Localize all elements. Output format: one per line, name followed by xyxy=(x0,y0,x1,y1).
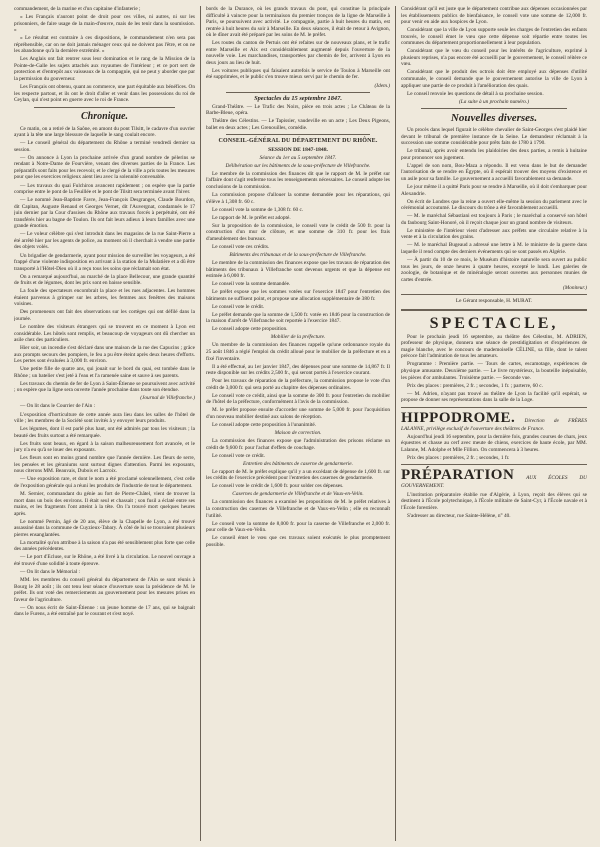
paragraph: Le conseil adopte cette proposition. xyxy=(212,326,288,333)
gerant-line: Le Gérant responsable, H. MURAT. xyxy=(455,298,533,305)
paragraph: S'adresser au directeur, rue Sainte-Hélène, n° 40. xyxy=(407,512,511,519)
paragraph: Le conseil vote ce crédit. xyxy=(212,452,266,459)
paragraph: — M. le maréchal Sébastiani est toujours à Paris ; le maréchal a conservé son hôtel du faubourg Saint-Honoré, où il reçoit chaque jour un grand nombre de visiteurs. xyxy=(401,213,587,226)
spectacle-ad-heading: SPECTACLE, xyxy=(429,314,559,332)
paragraph: Considérant que la ville de Lyon supporte seule les charges de l'entretien des enfants trouvés, le conseil émet le vœu que cette dépense soit répartie entre toutes les communes du département proportionnellement à leur population. xyxy=(401,27,587,47)
paragraph: Il a été effectué, au 1er janvier 1847, des dépenses pour une somme de 14,867 fr. Il reste disponible sur les crédits 2,500 fr., qui seront portés à l'exercice courant. xyxy=(206,363,390,377)
paragraph: L'exposition d'horticulture de cette année aura lieu dans les salles de l'hôtel de ville ; les membres de la Société sont invités à y envoyer leurs produits. xyxy=(14,411,195,425)
paragraph: Le jour même il a quitté Paris pour se rendre à Marseille, où il doit s'embarquer pour Alexandrie. xyxy=(401,184,587,197)
paragraph: « Le résultat est contraire à ces dispositions, le commandement n'en sera pas répréhensible, car on ne doit jamais ménager ceux qui ne doivent pas l'être, et on ne les abandonne qu'à la dernière extrémité. » xyxy=(14,35,195,55)
paragraph: Un membre de la commission des finances rappelle qu'une ordonnance royale du 25 août 1846 a réglé l'emploi du crédit alloué pour le mobilier de la préfecture et en a fixé l'inventaire. xyxy=(206,342,390,362)
paragraph: Ce matin, on a retiré de la Saône, en amont du pont Tilsitt, le cadavre d'un ouvrier ayant à la tête une large blessure de laquelle le sang coulait encore. xyxy=(14,125,195,139)
paragraph: L'appel de son nom, Bou-Maza a répondu. Il est venu dans le but de demander l'autorisation de se rendre en Égypte, où il espérait trouver des moyens d'existence et un asile pour sa famille. Le gouvernement a accueilli favorablement sa demande. xyxy=(401,162,587,182)
paragraph: Le conseil vote la somme demandée. xyxy=(212,281,291,288)
paragraph: Le rapport de M. le préfet explique qu'il y a un excédant de dépense de 1,600 fr. sur les crédits de l'exercice précédent pour l'entretien des casernes de gendarmerie. xyxy=(206,468,390,482)
paragraph: Les Français ont obtenu, quant au commerce, une part équitable aux bénéfices. On les respecte partout, et ils ont le droit d'aller et venir dans les possessions du roi de Ceylan, qui n'est point en guerre avec le roi de France. xyxy=(14,84,195,104)
source-attribution: (Moniteur.) xyxy=(563,284,587,291)
column-1 xyxy=(14,6,195,841)
paragraph: Le préfet expose que les sommes votées sur l'exercice 1847 pour l'entretien des bâtiments ne suffisent point, et propose une allocation supplémentaire de 380 fr. xyxy=(206,289,390,302)
paragraph: La mortalité qu'on attribue à la saison n'a pas été sensiblement plus forte que celle des années précédentes. xyxy=(14,539,195,553)
paragraph: Les fleurs sont en moins grand nombre que l'année dernière. Les fleurs de serre, les pensées et les géraniums sont surtout dignes d'attention. Parmi les exposants, nous citerons MM. Beauvais, Dubois et Lacroix. xyxy=(14,455,195,475)
paragraph: commandement, de la marine et d'un capitaine d'infanterie ; xyxy=(14,6,141,12)
divider xyxy=(226,92,370,93)
hippodrome-subtitle: Direction de FRÈRES LALANNE, privilège exclusif de l'ouverture des théâtres de France. xyxy=(401,417,587,432)
divider xyxy=(226,134,370,135)
paragraph: — À partir du 10 de ce mois, le Muséum d'histoire naturelle sera ouvert au public tous les jours, de onze heures à quatre heures, excepté le lundi. Les galeries de zoologie, de botanique et de minéralogie seront ouvertes aux personnes munies de cartes d'entrée. xyxy=(401,257,587,283)
paragraph: Les travaux du chemin de fer de Lyon à Saint-Étienne se poursuivent avec activité ; on espère que la ligne sera ouverte l'année prochaine dans toute son étendue. xyxy=(14,380,195,394)
seance-date: Séance du 1er au 5 septembre 1847. xyxy=(259,154,337,161)
deliberation-title: Entretien des bâtiments de caserne de gendarmerie. xyxy=(243,460,353,467)
paragraph: M. Sernier, commandant du génie au fort de Pierre-Châtel, vient de trouver la mort dans un bois des environs. Il était seul et chassait ; son fusil a éclaté entre ses mains, et les fragments l'ont atteint à la tête. On l'a trouvé mort quelques heures après. xyxy=(14,491,195,517)
paragraph: Considérant qu'il est juste que le département contribue aux dépenses occasionnées par les établissements publics de bienfaisance, le conseil vote une somme de 12,000 fr. pour venir en aide aux hospices de Lyon. xyxy=(401,6,587,26)
paragraph: Le conseil vote ces crédits. xyxy=(212,243,270,250)
signature: (Idem.) xyxy=(374,82,390,89)
section-heading-nouvelles: Nouvelles diverses. xyxy=(450,112,538,125)
deliberation-title: Bâtiments des tribunaux et de la sous-préfecture de Villefranche. xyxy=(229,251,367,258)
paragraph: Un procès dans lequel figurait le célèbre chevalier de Saint-Georges s'est plaidé hier devant le tribunal de première instance de la Seine. Le demandeur réclamait à la succession une somme considérable pour prêts faits de 1780 à 1790. xyxy=(401,127,587,147)
divider xyxy=(401,464,587,465)
paragraph: Les routes du canton de Pertuis ont été refaites sur de nouveaux plans, et le trafic entre Marseille et Aix est considérablement augmenté depuis l'ouverture de la nouvelle voie. Les marchandises, transportées par chemin de fer, arrivent à Lyon en deux jours au lieu de huit. xyxy=(206,40,390,66)
paragraph: — Le port d'Ecluse, sur le Rhône, a été livré à la circulation. Le nouvel ouvrage a été trouvé d'une solidité à toute épreuve. xyxy=(14,554,195,568)
spectacles-heading: Spectacles du 15 septembre 1847. xyxy=(254,95,342,103)
paragraph: Sur la proposition de la commission, le conseil vote le crédit de 500 fr. pour la construction d'un mur de clôture, et une somme de 310 fr. pour les frais d'ameublement des bureaux. xyxy=(206,222,390,242)
paragraph: Le tribunal, après avoir entendu les plaidoiries des deux parties, a remis à huitaine pour prononcer son jugement. xyxy=(401,148,587,161)
source-attribution: (Journal de Villefranche.) xyxy=(140,395,195,402)
paragraph: Pour les travaux de réparation de la préfecture, la commission propose le vote d'un crédit de 3,000 fr. qui sera porté au chapitre des dépenses ordinaires. xyxy=(206,378,390,391)
paragraph: Le nommé Pernin, âgé de 20 ans, élève de la Chapelle de Lyon, a été trouvé assassiné dans la commune de Cuyzieux-Tabary. À côté de lui se trouvaient plusieurs pierres ensanglantées. xyxy=(14,518,195,538)
paragraph: Considérant que le vœu du conseil pour les intérêts de l'agriculture, exprimé à plusieurs reprises, n'a pas encore été accueilli par le gouvernement, le conseil réitère ce vœu. xyxy=(401,48,587,68)
deliberation-title: Maison de correction. xyxy=(274,430,322,437)
paragraph: — On nous écrit de Saint-Étienne : un jeune homme de 17 ans, qui se baignait dans le Furens, a été entraîné par le courant et s'est noyé. xyxy=(14,604,195,618)
section-heading-chronique: Chronique. xyxy=(81,110,128,122)
paragraph: La commission des finances expose que l'administration des prisons réclame un crédit de 9,600 fr. pour l'achat d'effets de couchage. xyxy=(206,438,390,451)
divider xyxy=(34,107,175,108)
paragraph: — Le voleur célèbre qui s'est introduit dans les magasins de la rue Saint-Pierre a été arrêté hier par les agents de police, au moment où il cherchait à vendre une partie des objets volés. xyxy=(14,231,195,251)
paragraph: Le conseil adopte cette proposition à l'unanimité. xyxy=(212,421,317,428)
paragraph: Les voitures publiques qui faisaient autrefois le service de Toulon à Marseille ont été supprimées, et le public s'en trouve mieux servi par le chemin de fer. xyxy=(206,67,390,81)
paragraph: Les légumes, dont il est parlé plus haut, ont été admirés par tous les visiteurs ; la beauté des fruits surtout a été remarquée. xyxy=(14,426,195,439)
paragraph: Le membre de la commission des finances expose que les travaux de réparation des bâtiments des tribunaux à Villefranche sont devenus urgents et que la dépense est estimée à 6,000 fr. xyxy=(206,259,390,280)
divider xyxy=(421,108,567,109)
paragraph: Pour le prochain jeudi 16 septembre, au théâtre des Célestins, M. ADRIEN, professeur de physique, donnera une séance de prestidigitation et d'expériences de magie blanche, avec le concours de mademoiselle CÉLINE, sa fille, dont le talent précoce fait l'admiration de tous les amateurs. xyxy=(401,333,587,360)
column-3 xyxy=(401,6,587,841)
paragraph: Le rapport de M. le préfet est adopté. xyxy=(212,214,291,221)
preparation-subtitle: AUX ÉCOLES DU GOUVERNEMENT. xyxy=(401,475,587,490)
paragraph: — M. Adrien, n'ayant pas trouvé au théâtre de Lyon la facilité qu'il espérait, se propose de donner ses représentations dans la salle de la Loge. xyxy=(401,390,587,404)
paragraph: Le conseil vote la somme de 8,000 fr. pour la caserne de Villefranche et 2,000 fr. pour celle de Vaux-en-Velin. xyxy=(206,520,390,534)
paragraph: Théâtre des Célestins. — Le Tapissier, vaudeville en un acte ; Les Deux Pigeons, ballet en deux actes ; Les Grenouilles, comédie. xyxy=(206,118,390,131)
paragraph: Le conseil vote le crédit de 1,600 fr. pour solder ces dépenses. xyxy=(212,483,344,490)
divider xyxy=(401,294,587,295)
continuation-note: (La suite à un prochain numéro.) xyxy=(459,98,529,105)
paragraph: — Le conseil général du département du Rhône a terminé vendredi dernier sa session. xyxy=(14,140,195,153)
paragraph: Des promeneurs ont fait des observations sur les cortèges qui ont défilé dans la journée. xyxy=(14,309,195,322)
paragraph: Prix des places : premières, 2 fr. ; secondes, 1 fr. ; parterre, 60 c. xyxy=(407,382,543,389)
hippodrome-ad-heading: HIPPODROME. xyxy=(401,409,516,426)
paragraph: Prix des places : premières, 2 fr. ; secondes, 1 fr. xyxy=(407,454,510,461)
paragraph: — On annonce à Lyon la prochaine arrivée d'un grand nombre de pèlerins se rendant à Notre-Dame de Fourvière, venant des diverses parties de la France. Les préparatifs sont faits pour les recevoir, et le clergé de la ville a pris toutes les mesures pour que les exercices religieux aient lieu avec la solennité convenable. xyxy=(14,154,195,181)
paragraph: Le préfet demande que la somme de 1,500 fr. votée en 1846 pour la construction de la maison d'arrêt de Villefranche soit reportée à l'exercice 1847. xyxy=(206,311,390,325)
paragraph: Le membre de la commission des finances dit que le rapport de M. le préfet sur l'affaire dont s'agit renferme tous les renseignements nécessaires. Le conseil adopte les conclusions de la commission. xyxy=(206,170,390,190)
column-2 xyxy=(206,6,390,841)
paragraph: On écrit de Londres que la reine a ouvert elle-même la session du parlement avec le cérémonial accoutumé. Le discours du trône a été favorablement accueilli. xyxy=(401,198,587,212)
paragraph: Un brigadier de gendarmerie, ayant pour mission de surveiller les voyageurs, a été frappé d'une violente indisposition en arrivant à la station de la Mulatière et a dû être transporté à l'Hôtel-Dieu où il a reçu tous les soins que réclamait son état. xyxy=(14,252,195,272)
paragraph: Les fruits sont beaux, en égard à la saison malheureusement fort avancée, et le jury n'a eu qu'à se louer des exposants. xyxy=(14,440,195,454)
divider xyxy=(401,309,587,311)
paragraph: Aujourd'hui jeudi 16 septembre, pour la dernière fois, grandes courses de chars, jeux équestres et chasse au cerf avec meute de chiens, exercices de haute école, par MM. Lalanne, M. Adolphe et Mlle Fillion. On commencera à 3 heures. xyxy=(401,433,587,453)
paragraph: Les Anglais ont fait rentrer sous leur domination et le rang de la Mission de la Pointe-de-Galle les sujets attachés aux royaumes de l'intérieur ; et ce port sert de protection et d'entrepôt aux vaisseaux de la compagnie, qui ne peut y aborder que par la permission du gouverneur. xyxy=(14,56,195,82)
paragraph: L'institution préparatoire établie rue d'Algérie, à Lyon, reçoit des élèves qui se destinent à l'École polytechnique, à l'École militaire de Saint-Cyr, à l'École navale et à l'École forestière. xyxy=(401,491,587,511)
paragraph: Programme : Première partie. — Tours de cartes, escamotage, expériences de physique amusante. Deuxième partie. — Le livre mystérieux, la bouteille inépuisable, les pièces d'or ambulantes. Troisième partie. — Seconde vue. xyxy=(401,361,587,381)
preparation-ad-heading: PRÉPARATION xyxy=(401,467,515,484)
paragraph: — Le nommé Jean-Baptiste Favre, Jean-François Desgranges, Claude Bourdon, dit Capitan, Auguste Renaud et Georges Vernet, dit l'Auvergnat, condamnés le 17 juin dernier par la Cour d'assises du Rhône aux travaux forcés à perpétuité, ont été transférés hier au bagne de Toulon. Ils ont fait leurs adieux à leurs familles avec une grande émotion. xyxy=(14,197,195,230)
paragraph: Le conseil vote la somme de 1,308 fr. 60 c. xyxy=(212,206,304,213)
paragraph: Le conseil renvoie les questions de détail à sa prochaine session. xyxy=(407,90,544,97)
paragraph: Une petite fille de quatre ans, qui jouait sur le bord du quai, est tombée dans le Rhône ; un batelier s'est jeté à l'eau et l'a ramenée saine et sauve à ses parents. xyxy=(14,366,195,379)
column-divider xyxy=(395,6,396,841)
paragraph: — M. le maréchal Bugeaud a adressé une lettre à M. le ministre de la guerre dans laquelle il rend compte des derniers événements qui se sont passés en Algérie. xyxy=(401,242,587,255)
paragraph: « Les Français n'auront point de droit pour ces villes, ni autres, ni sur les prisonniers, de faire usage de la main-d'œuvre, mais de les tenir dans la soumission. » xyxy=(14,14,195,34)
paragraph: Hier soir, un incendie s'est déclaré dans une maison de la rue des Capucins ; grâce aux prompts secours des pompiers, le feu a pu être éteint après deux heures d'efforts. Les pertes sont évaluées à 3,000 fr. environ. xyxy=(14,345,195,365)
column-divider xyxy=(200,6,201,841)
paragraph: La commission des finances a examiné les propositions de M. le préfet relatives à la construction des casernes de Villefranche et de Vaux-en-Velin ; elle en reconnaît l'utilité. xyxy=(206,499,390,519)
deliberation-title: Délibération sur les bâtiments de la sous-préfecture de Villefranche. xyxy=(225,162,371,169)
paragraph: On a remarqué aujourd'hui, au marché de la place Bellecour, une grande quantité de fruits et de légumes, dont les prix sont en baisse sensible. xyxy=(14,273,195,287)
paragraph: M. le préfet propose ensuite d'accorder une somme de 5,000 fr. pour l'acquisition d'un nouveau mobilier destiné aux salons de réception. xyxy=(206,407,390,420)
deliberation-title: Casernes de gendarmerie de Villefranche et de Vaux-en-Velin. xyxy=(232,491,364,498)
paragraph: Le nombre des visiteurs étrangers qui se trouvent en ce moment à Lyon est considérable. Les hôtels sont remplis, et beaucoup de voyageurs ont dû chercher un asile chez des particuliers. xyxy=(14,323,195,344)
paragraph: — Les travaux du quai Fulchiron avancent rapidement ; on espère que la partie comprise entre le pont de la Feuillée et le pont de Tilsitt sera terminée avant l'hiver. xyxy=(14,182,195,196)
paragraph: La commission propose d'allouer la somme demandée pour les réparations, qui s'élève à 1,308 fr. 60 c. xyxy=(206,192,390,205)
deliberation-title: Mobilier de la préfecture. xyxy=(270,334,326,341)
paragraph: Le conseil vote le crédit. xyxy=(212,303,265,310)
paragraph: Le conseil émet le vœu que ces travaux soient exécutés le plus promptement possible. xyxy=(206,535,390,548)
conseil-heading: CONSEIL-GÉNÉRAL DU DÉPARTEMENT DU RHÔNE. xyxy=(218,138,378,145)
session-heading: SESSION DE 1847-1848. xyxy=(268,146,328,153)
paragraph: Le ministère de l'intérieur vient d'adresser aux préfets une circulaire relative à la vente et à la circulation des grains. xyxy=(401,227,587,241)
paragraph: — On lit dans le Mémorial : xyxy=(20,569,81,576)
paragraph: La foule des spectateurs encombrait la place et les rues adjacentes. Les hommes étaient parvenus à grimper sur les arbres, les femmes aux fenêtres des maisons voisines. xyxy=(14,288,195,308)
paragraph: Le conseil vote ce crédit, ainsi que la somme de 300 fr. pour l'entretien du mobilier de l'hôtel de la préfecture, conformément à l'avis de la commission. xyxy=(206,392,390,406)
divider xyxy=(401,407,587,408)
paragraph: — On lit dans le Courrier de l'Ain : xyxy=(20,403,96,410)
paragraph: Grand-Théâtre. — Le Trafic des Noirs, pièce en trois actes ; Le Château de la Barbe-Bleue, opéra. xyxy=(206,103,390,117)
paragraph: Considérant que le produit des octrois doit être employé aux dépenses d'utilité communale, le conseil demande que le gouvernement autorise la ville de Lyon à appliquer une partie de ce produit à l'amélioration des quais. xyxy=(401,69,587,89)
paragraph: MM. les membres du conseil général du département de l'Ain se sont réunis à Bourg le 28 août ; ils ont tenu leur séance d'ouverture sous la présidence de M. le préfet. Ils ont voté des remerciements au gouvernement pour les mesures prises en faveur de l'agriculture. xyxy=(14,577,195,603)
paragraph: bords de la Durance, où les grands travaux du pont, qui constitue la principale difficulté à vaincre pour la terminaison du premier tronçon de la ligne de Marseille à Paris, se poursuivent avec activité. Le compagnie, partie à huit heures du matin, est rentrée à huit heures du soir à Marseille. En deux séances, il était de retour à Avignon, où le dîner avait été préparé par les soins de M. le préfet. xyxy=(206,6,390,39)
paragraph: — Une exposition rare, et dont le nom a été proclamé solennellement, c'est celle de l'exposition générale qui a réuni les produits de l'industrie de tout le département. xyxy=(14,476,195,489)
